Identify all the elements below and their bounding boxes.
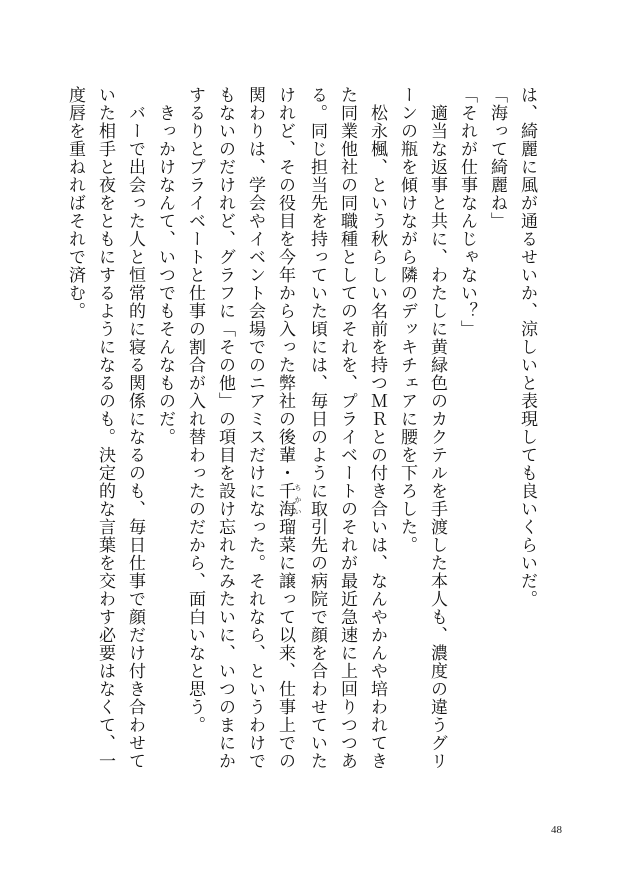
text-line: いた相手と夜をともにするようになるのも。決定的な言葉を交わす必要はなくて、一 [95,86,115,770]
ruby-annotation: 千海 ちかい [275,482,302,518]
text-line: するりとプライベートと仕事の割合が入れ替わったのだから、面白いなと思う。 [185,86,205,734]
page-number: 48 [551,824,562,836]
text-line: 松永楓、という秋らしい名前を持つＭＲとの付き合いは、なんやかんや培われてき [367,86,387,770]
text-line: は、綺麗に風が通るせいか、涼しいと表現しても良いくらいだ。 [517,86,537,608]
text-line: 度唇を重ねればそれで済む。 [65,86,85,320]
text-line: きっかけなんて、いつでもそんなものだ。 [155,86,175,446]
text-line: 「海って綺麗ね」 [487,86,507,230]
text-line: 関わりは、学会やイベント会場でのニアミスだけになった。それなら、というわけで [245,86,265,770]
text-line: ーンの瓶を傾けながら隣のデッキチェアに腰を下ろした。 [397,86,417,554]
ruby-reading: ちかい [294,482,302,518]
text-line: 「それが仕事なんじゃない？」 [457,86,477,338]
vertical-text-body [65,86,542,806]
text-line: 適当な返事と共に、わたしに黄緑色のカクテルを手渡した本人も、濃度の違うグリ [427,86,447,770]
text-line: る。同じ担当先を持っていた頃には、毎日のように取引先の病院で顔を合わせていた [307,86,327,770]
text-line-with-ruby: けれど、その役目を今年から入った弊社の後輩・千海 ちかい瑠菜に譲って以来、仕事上での [275,86,302,770]
text-line: バーで出会った人と恒常的に寝る関係になるのも、毎日仕事で顔だけ付き合わせて [125,86,145,770]
text-line: もないのだけれど、グラフに「その他」の項目を設け忘れたみたいに、いつのまにか [215,86,235,770]
text-line: た同業他社の同職種としてのそれを、プライベートのそれが最近急速に上回りつつあ [337,86,357,770]
